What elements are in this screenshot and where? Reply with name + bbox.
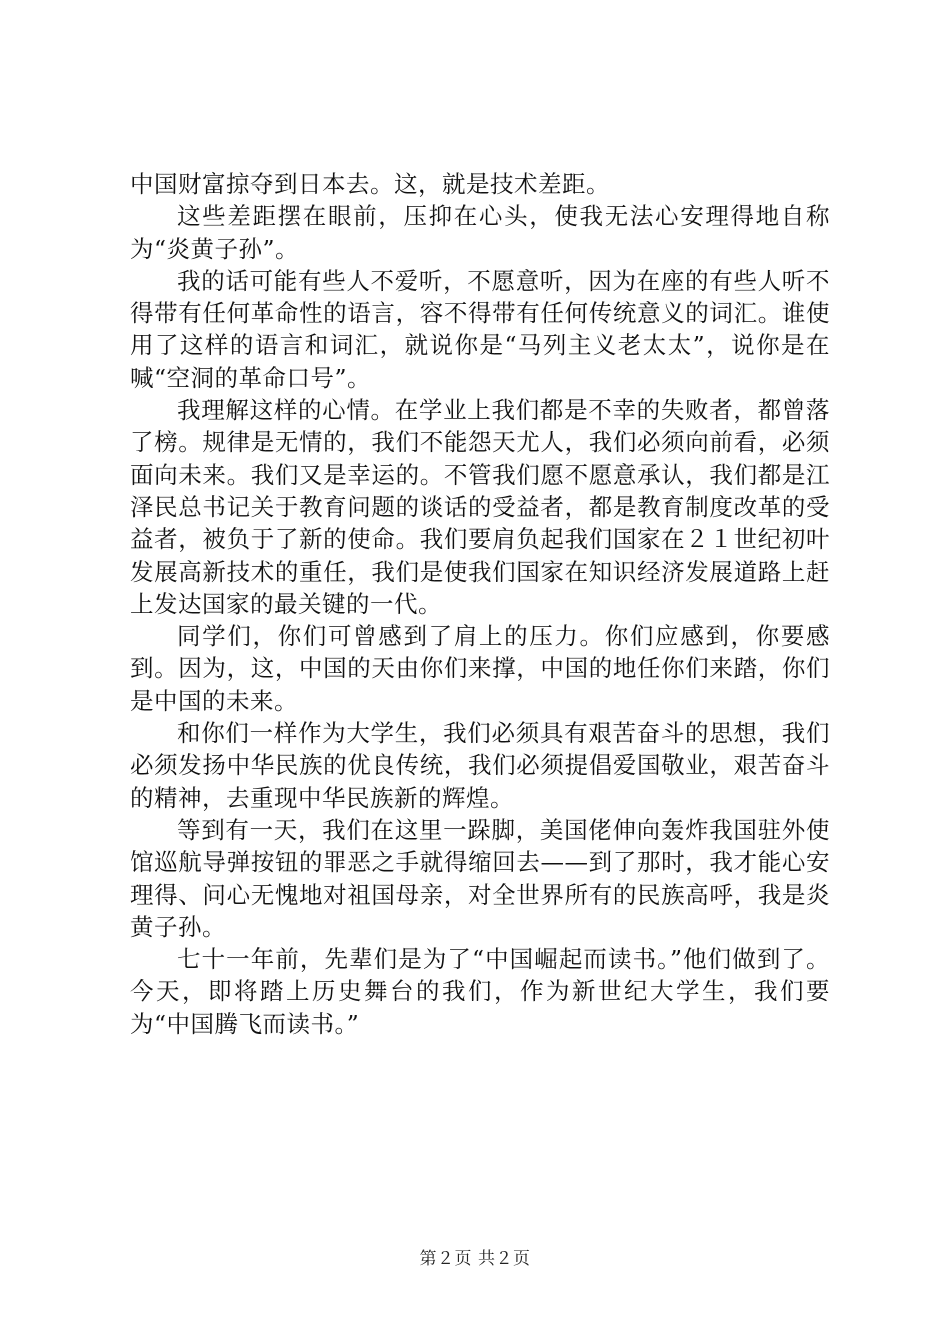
page-number-footer: 第２页 共２页 bbox=[419, 1249, 531, 1269]
paragraph: 等到有一天，我们在这里一跺脚，美国佬伸向轰炸我国驻外使馆巡航导弹按钮的罪恶之手就得缩回去——到了那时，我才能心安理得、问心无愧地对祖国母亲，对全世界所有的民族高呼，我是炎黄子孙。 bbox=[130, 815, 830, 941]
paragraph: 同学们，你们可曾感到了肩上的压力。你们应感到，你要感到。因为，这，中国的天由你们来撑，中国的地任你们来踏，你们是中国的未来。 bbox=[130, 622, 830, 715]
paragraph: 中国财富掠夺到日本去。这，就是技术差距。 bbox=[130, 170, 610, 198]
paragraph: 七十一年前，先辈们是为了“中国崛起而读书。”他们做到了。今天，即将踏上历史舞台的我们，作为新世纪大学生，我们要为“中国腾飞而读书。” bbox=[130, 945, 830, 1038]
paragraph: 我理解这样的心情。在学业上我们都是不幸的失败者，都曾落了榜。规律是无情的，我们不能怨天尤人，我们必须向前看，必须面向未来。我们又是幸运的。不管我们愿不愿意承认，我们都是江泽民总书记关于教育问题的谈话的受益者，都是教育制度改革的受益者，被负于了新的使命。我们要肩负起我们国家在２１世纪初叶发展高新技术的重任，我们是使我们国家在知识经济发展道路上赶上发达国家的最关键的一代。 bbox=[130, 396, 830, 618]
document-body bbox=[130, 168, 830, 1040]
paragraph: 我的话可能有些人不爱听，不愿意听，因为在座的有些人听不得带有任何革命性的语言，容不得带有任何传统意义的词汇。谁使用了这样的语言和词汇，就说你是“马列主义老太太”，说你是在喊“空洞的革命口号”。 bbox=[130, 266, 830, 392]
paragraph: 这些差距摆在眼前，压抑在心头，使我无法心安理得地自称为“炎黄子孙”。 bbox=[130, 202, 830, 263]
paragraph: 和你们一样作为大学生，我们必须具有艰苦奋斗的思想，我们必须发扬中华民族的优良传统，我们必须提倡爱国敬业，艰苦奋斗的精神，去重现中华民族新的辉煌。 bbox=[130, 719, 830, 812]
